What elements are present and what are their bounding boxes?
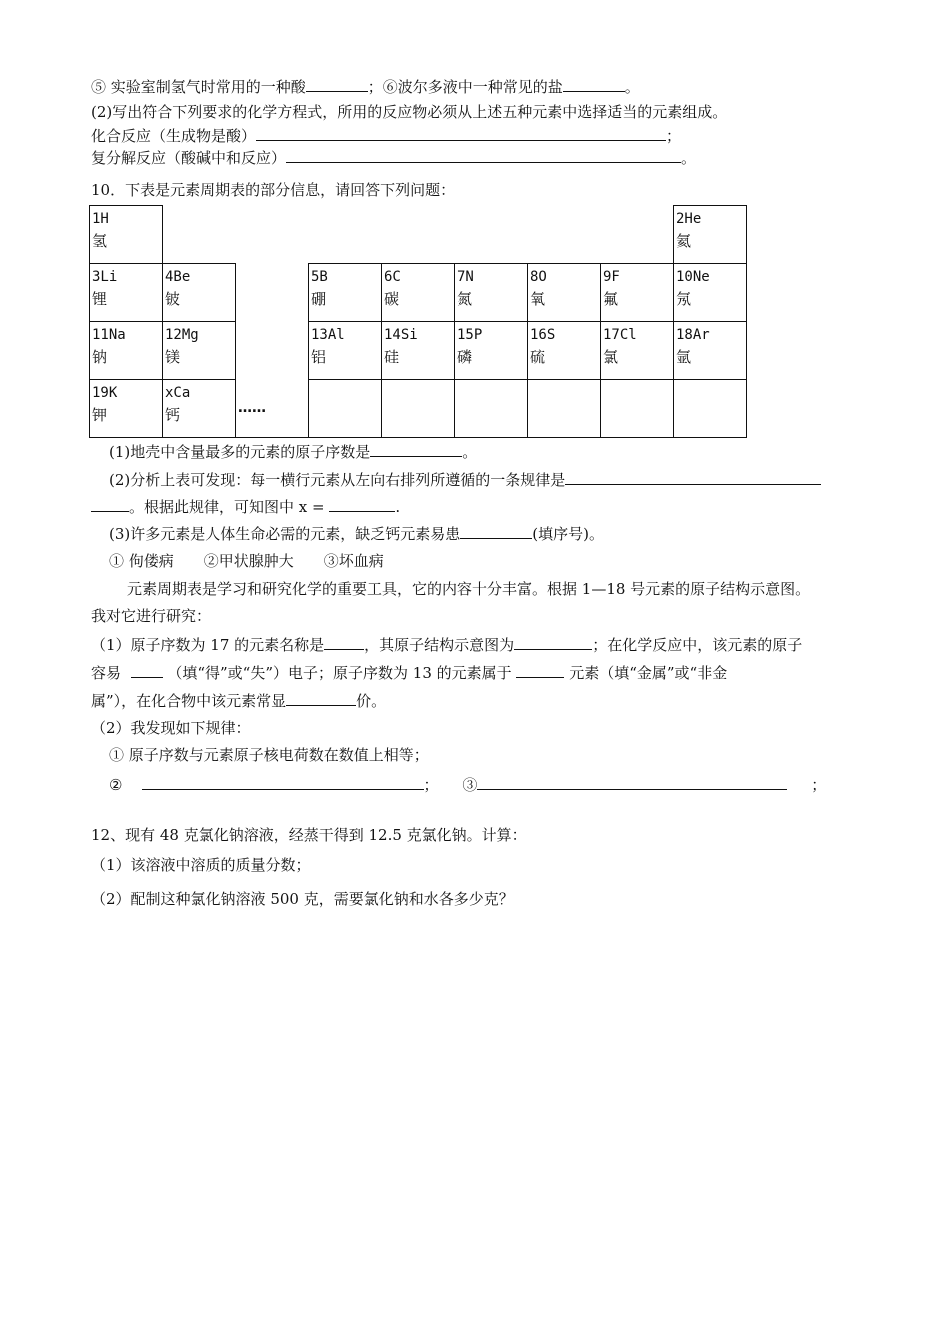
metal-type-blank[interactable]: [516, 663, 564, 678]
element-cell-o: 8O 氧: [528, 264, 601, 322]
empty-cell: [601, 380, 674, 438]
q9-line-2: (2)写出符合下列要求的化学方程式，所用的反应物必须从上述五种元素中选择适当的元素组成。: [91, 103, 728, 121]
disease-option-blank[interactable]: [460, 524, 532, 539]
periodic-rule-blank-cont[interactable]: [91, 497, 129, 512]
element-cell-he: 2He 氦: [674, 206, 747, 264]
element-cell-k: 19K 钾: [90, 380, 163, 438]
q9-line-4: 复分解反应（酸碱中和反应） 。: [91, 149, 697, 167]
element-cell-ne: 10Ne 氖: [674, 264, 747, 322]
element-cell-n: 7N 氮: [455, 264, 528, 322]
q10-title: 10．下表是元素周期表的部分信息，请回答下列问题：: [91, 181, 456, 199]
neutralization-reaction-blank[interactable]: [286, 148, 681, 163]
q12-title: 12、现有 48 克氯化钠溶液，经蒸干得到 12.5 克氯化钠。计算：: [91, 826, 527, 844]
q10-options: ① 佝偻病 ②甲状腺肿大 ③坏血病: [109, 552, 384, 570]
element-cell-mg: 12Mg 镁: [163, 322, 236, 380]
q9-line-3: 化合反应（生成物是酸） ；: [91, 127, 682, 145]
element-cell-cl: 17Cl 氯: [601, 322, 674, 380]
q10-sub-2: (2)分析上表可发现：每一横行元素从左向右排列所遵循的一条规律是: [109, 470, 821, 490]
rule-2-blank[interactable]: [142, 775, 424, 790]
x-value-blank[interactable]: [329, 497, 395, 512]
empty-cell: [382, 380, 455, 438]
q10-sub-3: (3)许多元素是人体生命必需的元素，缺乏钙元素易患 (填序号)。: [109, 525, 604, 543]
empty-cell: [528, 380, 601, 438]
element-cell-c: 6C 碳: [382, 264, 455, 322]
periodic-table: [89, 205, 747, 438]
empty-cell: [455, 380, 528, 438]
element-cell-h: 1H 氢: [90, 206, 163, 264]
salt-answer-blank[interactable]: [563, 77, 625, 92]
q11-p1-line-1: （1）原子序数为 17 的元素名称是 ，其原子结构示意图为 ；在化学反应中，该元素的原子: [91, 636, 803, 654]
element-cell-s: 16S 硫: [528, 322, 601, 380]
q11-intro-2: 我对它进行研究：: [91, 607, 212, 625]
empty-cell: [674, 380, 747, 438]
element-cell-li: 3Li 锂: [90, 264, 163, 322]
q10-sub-1: (1)地壳中含量最多的元素的原子序数是 。: [109, 443, 478, 461]
element-cell-si: 14Si 硅: [382, 322, 455, 380]
q11-p2: （2）我发现如下规律：: [91, 719, 251, 737]
element-cell-ar: 18Ar 氩: [674, 322, 747, 380]
acid-answer-blank[interactable]: [306, 77, 368, 92]
element-cell-p: 15P 磷: [455, 322, 528, 380]
element-cell-al: 13Al 铝: [309, 322, 382, 380]
q12-sub-2: （2）配制这种氯化钠溶液 500 克，需要氯化钠和水各多少克？: [91, 890, 514, 908]
element-cell-na: 11Na 钠: [90, 322, 163, 380]
q12-sub-1: （1）该溶液中溶质的质量分数；: [91, 856, 311, 874]
q9-line-1: ⑤ 实验室制氢气时常用的一种酸 ；⑥波尔多液中一种常见的盐 。: [91, 78, 640, 96]
q11-rule-2-3: ② ； ③ ；: [109, 776, 827, 794]
q10-sub-2-cont: 。根据此规律，可知图中 x = .: [91, 497, 400, 517]
ellipsis-cell: ……: [236, 380, 309, 438]
empty-cell: [309, 380, 382, 438]
element-cell-b: 5B 硼: [309, 264, 382, 322]
gain-lose-blank[interactable]: [131, 663, 163, 678]
q11-intro-1: 元素周期表是学习和研究化学的重要工具，它的内容十分丰富。根据 1—18 号元素的原子结构示意图。: [127, 580, 811, 598]
rule-3-blank[interactable]: [477, 775, 787, 790]
combination-reaction-blank[interactable]: [256, 126, 666, 141]
element-cell-f: 9F 氟: [601, 264, 674, 322]
oxygen-number-blank[interactable]: [370, 442, 462, 457]
periodic-rule-blank[interactable]: [565, 470, 821, 485]
element-cell-be: 4Be 铍: [163, 264, 236, 322]
q11-rule-1: ① 原子序数与元素原子核电荷数在数值上相等；: [109, 746, 429, 764]
element-cell-ca: xCa 钙: [163, 380, 236, 438]
structure-diagram-blank[interactable]: [514, 635, 592, 650]
q11-p1-line-3: 属”），在化合物中该元素常显 价。: [91, 692, 387, 710]
element-name-blank[interactable]: [324, 635, 364, 650]
q11-p1-line-2: 容易 （填“得”或“失”）电子；原子序数为 13 的元素属于 元素（填“金属”或“非金: [91, 664, 728, 682]
valence-blank[interactable]: [286, 691, 356, 706]
